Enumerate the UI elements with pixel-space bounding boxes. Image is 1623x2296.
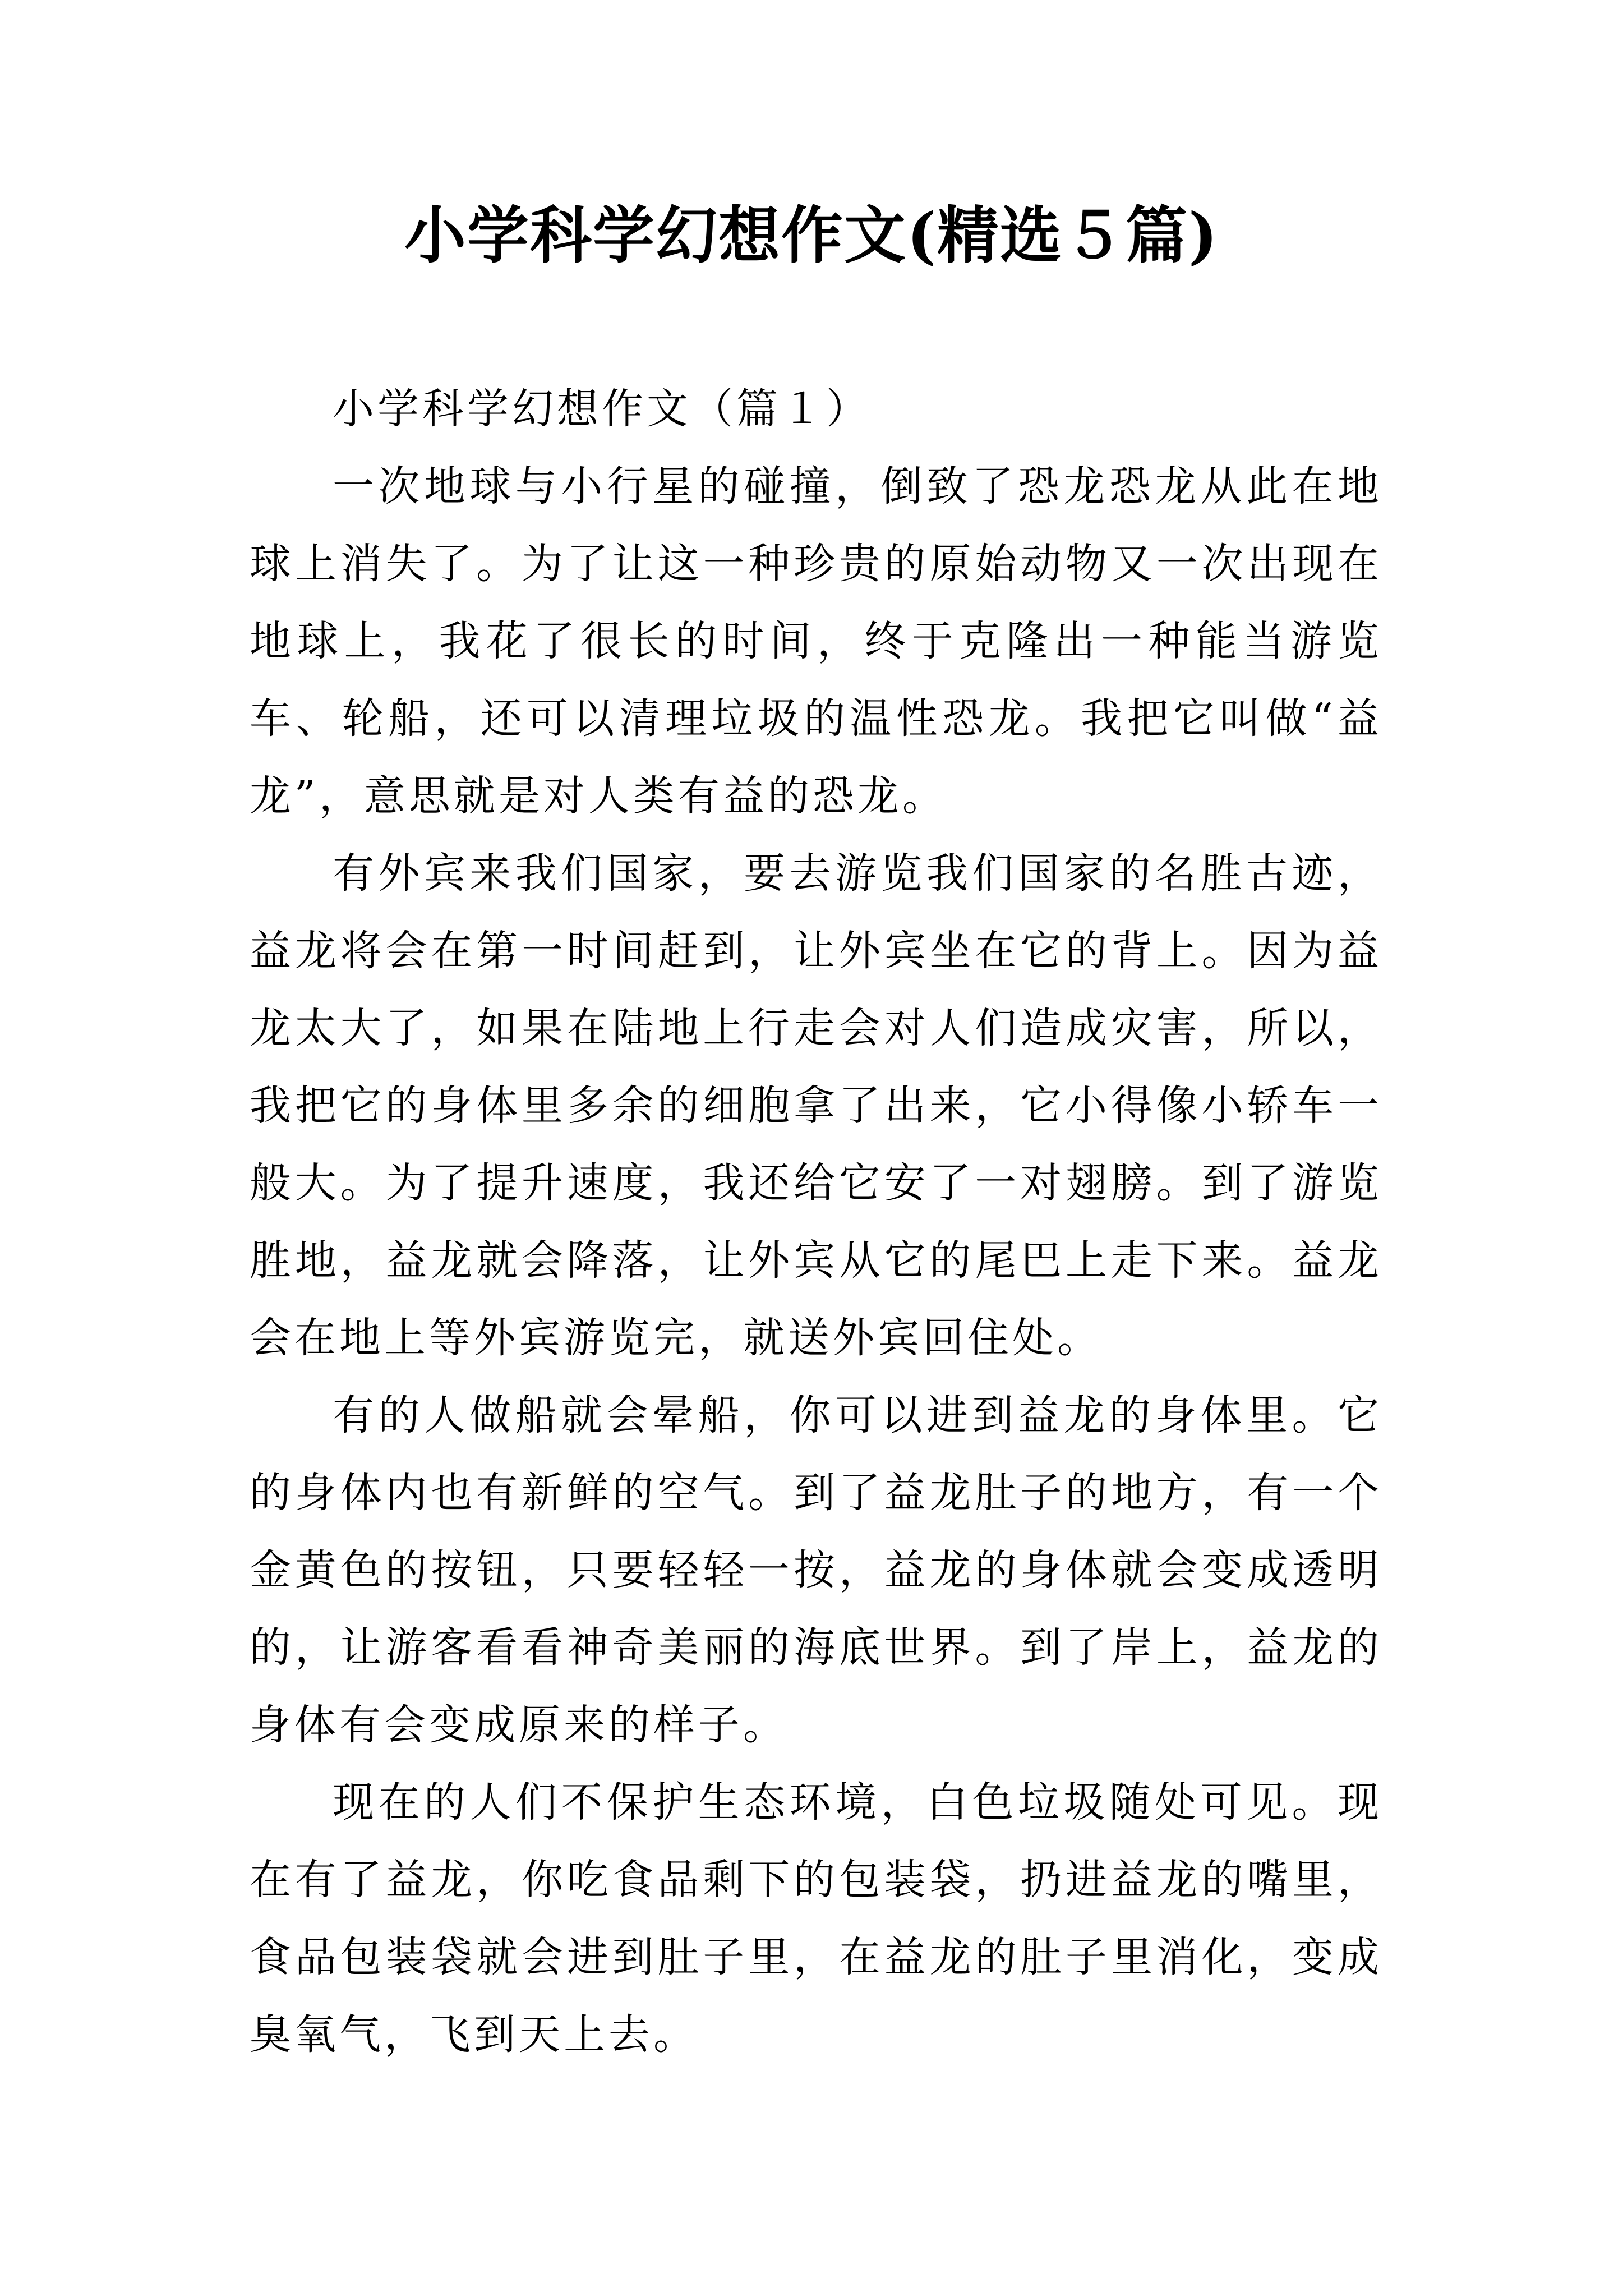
paragraph: 有外宾来我们国家，要去游览我们国家的名胜古迹，益龙将会在第一时间赶到，让外宾坐在它的背上。因为益龙太大了，如果在陆地上行走会对人们造成灾害，所以，我把它的身体里多余的细胞拿了出来，它小得像小轿车一般大。为了提升速度，我还给它安了一对翅膀。到了游览胜地，益龙就会降落，让外宾从它的尾巴上走下来。益龙会在地上等外宾游览完，就送外宾回住处。: [250, 849, 1382, 1362]
document-body: [250, 370, 1382, 2073]
paragraph: 一次地球与小行星的碰撞，倒致了恐龙恐龙从此在地球上消失了。为了让这一种珍贵的原始动物又一次出现在地球上，我花了很长的时间，终于克隆出一种能当游览车、轮船，还可以清理垃圾的温性恐龙。我把它叫做“益龙”，意思就是对人类有益的恐龙。: [250, 462, 1382, 820]
section-heading: 小学科学幻想作文（篇１）: [333, 385, 871, 433]
paragraph: 有的人做船就会晕船，你可以进到益龙的身体里。它的身体内也有新鲜的空气。到了益龙肚子的地方，有一个金黄色的按钮，只要轻轻一按，益龙的身体就会变成透明的，让游客看看神奇美丽的海底世界。到了岸上，益龙的身体有会变成原来的样子。: [250, 1391, 1382, 1749]
paragraph: 现在的人们不保护生态环境，白色垃圾随处可见。现在有了益龙，你吃食品剩下的包装袋，扔进益龙的嘴里，食品包装袋就会进到肚子里，在益龙的肚子里消化，变成臭氧气，飞到天上去。: [250, 1778, 1382, 2059]
document-title: 小学科学幻想作文(精选５篇): [404, 199, 1219, 272]
